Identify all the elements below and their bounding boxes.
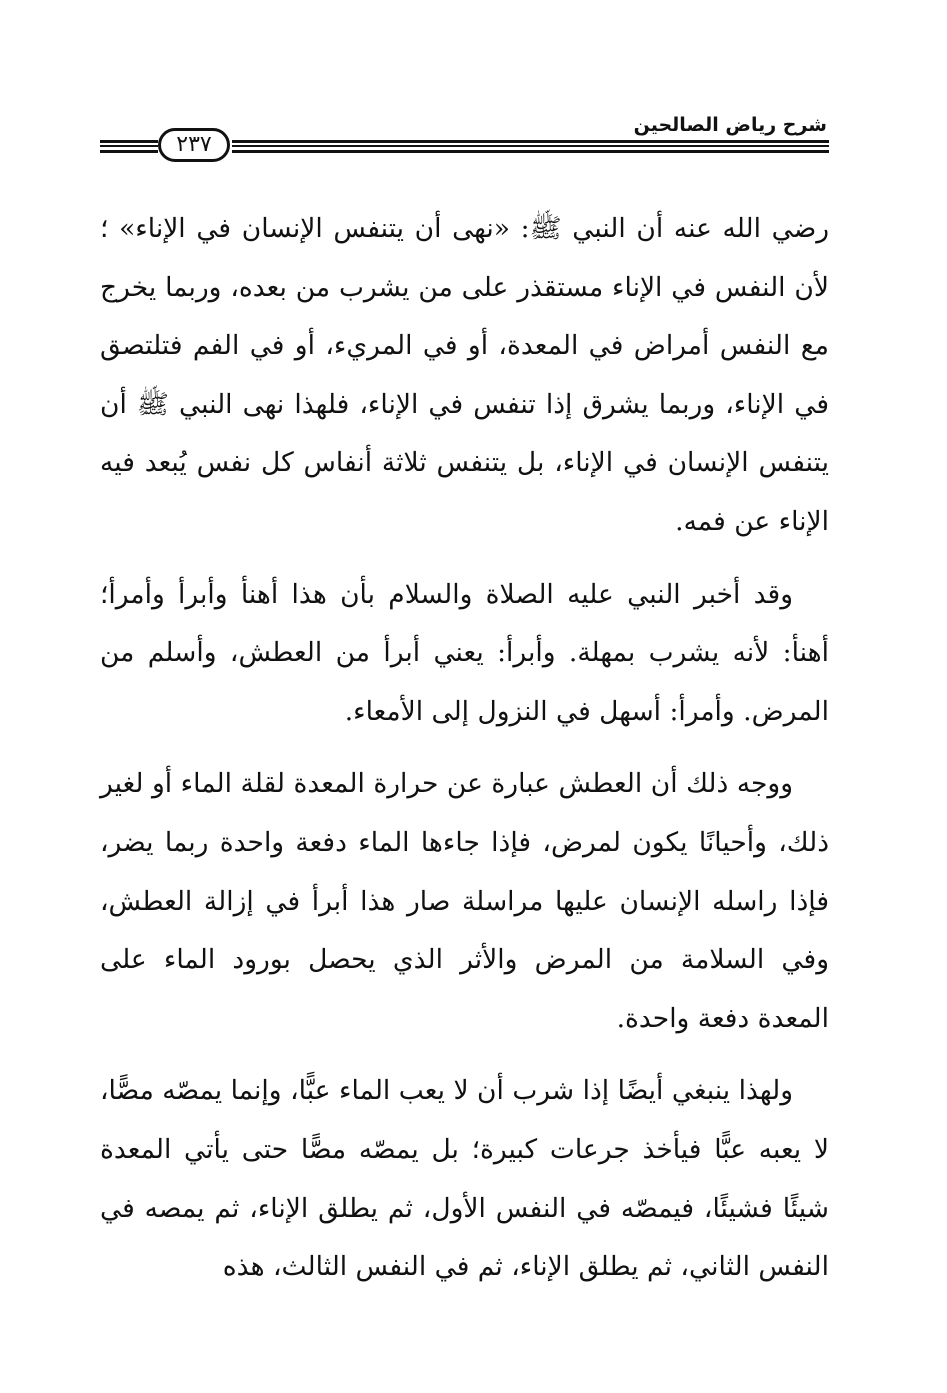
paragraph-4: ولهذا ينبغي أيضًا إذا شرب أن لا يعب الماء عبًّا، وإنما يمصّه مصًّا، لا يعبه عبًّا فيأخذ جرعات كبيرة؛ بل يمصّه مصًّا حتى يأتي المعدة شيئًا فشيئًا، فيمصّه في النفس الأول، ثم يطلق الإناء، ثم يمصه في النفس الثاني، ثم يطلق الإناء، ثم في النفس الثالث، هذه	[100, 1075, 829, 1283]
header-rule-right	[232, 140, 829, 153]
body-text	[100, 200, 829, 1311]
header-rule-left	[100, 140, 158, 153]
running-header-title: شرح رياض الصالحين	[633, 114, 827, 136]
paragraph-3: ووجه ذلك أن العطش عبارة عن حرارة المعدة لقلة الماء أو لغير ذلك، وأحيانًا يكون لمرض، فإذا جاءها الماء دفعة واحدة ربما يضر، فإذا راسله الإنسان عليها مراسلة صار هذا أبرأ في إزالة العطش، وفي السلامة من المرض والأثر الذي يحصل بورود الماء على المعدة دفعة واحدة.	[100, 768, 829, 1034]
page-number: ٢٣٧	[158, 128, 230, 162]
paragraph-1: رضي الله عنه أن النبي ﷺ: «نهى أن يتنفس الإنسان في الإناء» ؛ لأن النفس في الإناء مستقذر على من يشرب من بعده، وربما يخرج مع النفس أمراض في المعدة، أو في المريء، أو في الفم فتلتصق في الإناء، وربما يشرق إذا تنفس في الإناء، فلهذا نهى النبي ﷺ أن يتنفس الإنسان في الإناء، بل يتنفس ثلاثة أنفاس كل نفس يُبعد فيه الإناء عن فمه.	[100, 213, 829, 537]
paragraph-2: وقد أخبر النبي عليه الصلاة والسلام بأن هذا أهنأ وأبرأ وأمرأ؛ أهنأ: لأنه يشرب بمهلة. وأبرأ: يعني أبرأ من العطش، وأسلم من المرض. وأمرأ: أسهل في النزول إلى الأمعاء.	[100, 578, 829, 727]
